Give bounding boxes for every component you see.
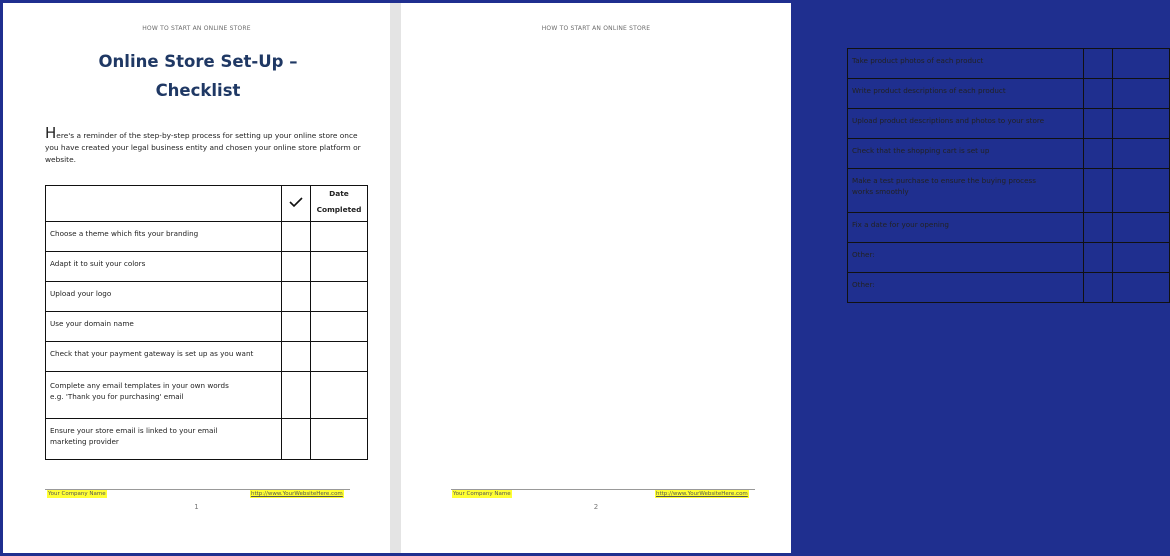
title-line-2: Checklist	[155, 81, 241, 100]
header-task-cell	[46, 186, 282, 222]
table-row	[848, 79, 1170, 109]
task-cell	[848, 213, 1084, 243]
page-number: 2	[593, 503, 599, 511]
date-cell[interactable]	[1113, 169, 1170, 213]
task-cell	[46, 372, 282, 419]
checkbox-cell[interactable]	[1084, 243, 1113, 273]
task-cell	[46, 252, 282, 282]
table-row	[848, 169, 1170, 213]
date-cell[interactable]	[1113, 79, 1170, 109]
task-cell	[848, 79, 1084, 109]
task-text-line-2: works smoothly	[852, 187, 909, 196]
checkbox-cell[interactable]	[1084, 213, 1113, 243]
table-row	[848, 109, 1170, 139]
task-cell	[848, 139, 1084, 169]
checkbox-cell[interactable]	[282, 372, 311, 419]
date-cell[interactable]	[1113, 273, 1170, 303]
table-row	[848, 273, 1170, 303]
checklist-table-1	[45, 185, 368, 460]
table-row	[46, 372, 368, 419]
date-cell[interactable]	[1113, 109, 1170, 139]
table-row	[848, 213, 1170, 243]
date-cell[interactable]	[1113, 213, 1170, 243]
task-text: Make a test purchase to ensure the buying process	[852, 176, 1037, 185]
date-cell[interactable]	[311, 312, 368, 342]
page-number: 1	[194, 503, 199, 511]
task-cell	[46, 312, 282, 342]
task-cell	[848, 243, 1084, 273]
task-cell	[46, 419, 282, 460]
task-text: Adapt it to suit your colors	[50, 259, 146, 268]
checkbox-cell[interactable]	[1084, 79, 1113, 109]
task-cell	[46, 342, 282, 372]
footer-company: Your Company Name	[48, 491, 106, 497]
checkbox-cell[interactable]	[282, 419, 311, 460]
running-header: HOW TO START AN ONLINE STORE	[142, 25, 251, 32]
task-text: Fix a date for your opening	[852, 220, 949, 229]
table-header-row	[46, 186, 368, 222]
footer-url-link[interactable]: http://www.YourWebsiteHere.com	[251, 491, 343, 497]
checkbox-cell[interactable]	[282, 282, 311, 312]
table-row	[46, 342, 368, 372]
task-text-line-2: marketing provider	[50, 437, 119, 446]
running-header: HOW TO START AN ONLINE STORE	[541, 25, 651, 32]
table-row	[848, 49, 1170, 79]
task-text: Choose a theme which fits your branding	[50, 229, 199, 238]
task-text: Complete any email templates in your own words	[50, 381, 229, 390]
date-cell[interactable]	[1113, 243, 1170, 273]
intro-drop-cap: H	[45, 124, 57, 142]
page-1	[3, 3, 390, 553]
check-icon	[289, 197, 303, 207]
table-row	[848, 243, 1170, 273]
date-cell[interactable]	[311, 419, 368, 460]
title-line-1: Online Store Set-Up –	[98, 52, 298, 71]
date-cell[interactable]	[311, 252, 368, 282]
date-cell[interactable]	[1113, 49, 1170, 79]
date-cell[interactable]	[311, 222, 368, 252]
footer-url-link[interactable]: http://www.YourWebsiteHere.com	[656, 491, 748, 497]
task-text: Use your domain name	[50, 319, 134, 328]
task-cell	[46, 282, 282, 312]
checkbox-cell[interactable]	[282, 222, 311, 252]
task-text: Check that the shopping cart is set up	[852, 146, 990, 155]
checkbox-cell[interactable]	[282, 312, 311, 342]
task-text: Ensure your store email is linked to your email	[50, 426, 218, 435]
table-row	[46, 252, 368, 282]
table-row	[46, 419, 368, 460]
header-check-cell	[282, 186, 311, 222]
task-text: Other:	[852, 250, 875, 259]
checkbox-cell[interactable]	[282, 252, 311, 282]
footer-company: Your Company Name	[453, 491, 511, 497]
task-text: Check that your payment gateway is set up as you want	[50, 349, 254, 358]
intro-paragraph	[45, 124, 365, 166]
task-cell	[848, 273, 1084, 303]
date-cell[interactable]	[1113, 139, 1170, 169]
date-cell[interactable]	[311, 282, 368, 312]
intro-text: ere's a reminder of the step-by-step process for setting up your online store once you have created your legal business entity and chosen your online store platform or website.	[45, 131, 361, 164]
header-date-completed	[311, 186, 368, 222]
checkbox-cell[interactable]	[1084, 109, 1113, 139]
document-viewer	[3, 3, 1045, 553]
date-cell[interactable]	[311, 372, 368, 419]
task-text-line-2: e.g. 'Thank you for purchasing' email	[50, 392, 184, 401]
checkbox-cell[interactable]	[1084, 139, 1113, 169]
page-title	[43, 47, 353, 105]
header-date-line-1: Date	[329, 189, 349, 198]
checkbox-cell[interactable]	[1084, 273, 1113, 303]
task-cell	[848, 109, 1084, 139]
header-date-line-2: Completed	[316, 205, 362, 214]
task-cell	[848, 49, 1084, 79]
checkbox-cell[interactable]	[282, 342, 311, 372]
task-text: Other:	[852, 280, 875, 289]
table-row	[46, 222, 368, 252]
task-text: Upload your logo	[50, 289, 112, 298]
table-row	[46, 282, 368, 312]
task-cell	[46, 222, 282, 252]
task-cell	[848, 169, 1084, 213]
checklist-table-2	[847, 48, 1170, 303]
page-2	[401, 3, 1045, 553]
table-row	[46, 312, 368, 342]
task-text: Write product descriptions of each product	[852, 86, 1006, 95]
checkbox-cell[interactable]	[1084, 169, 1113, 213]
task-text: Upload product descriptions and photos to your store	[852, 116, 1045, 125]
date-cell[interactable]	[311, 342, 368, 372]
task-text: Take product photos of each product	[852, 56, 984, 65]
table-row	[848, 139, 1170, 169]
checkbox-cell[interactable]	[1084, 49, 1113, 79]
